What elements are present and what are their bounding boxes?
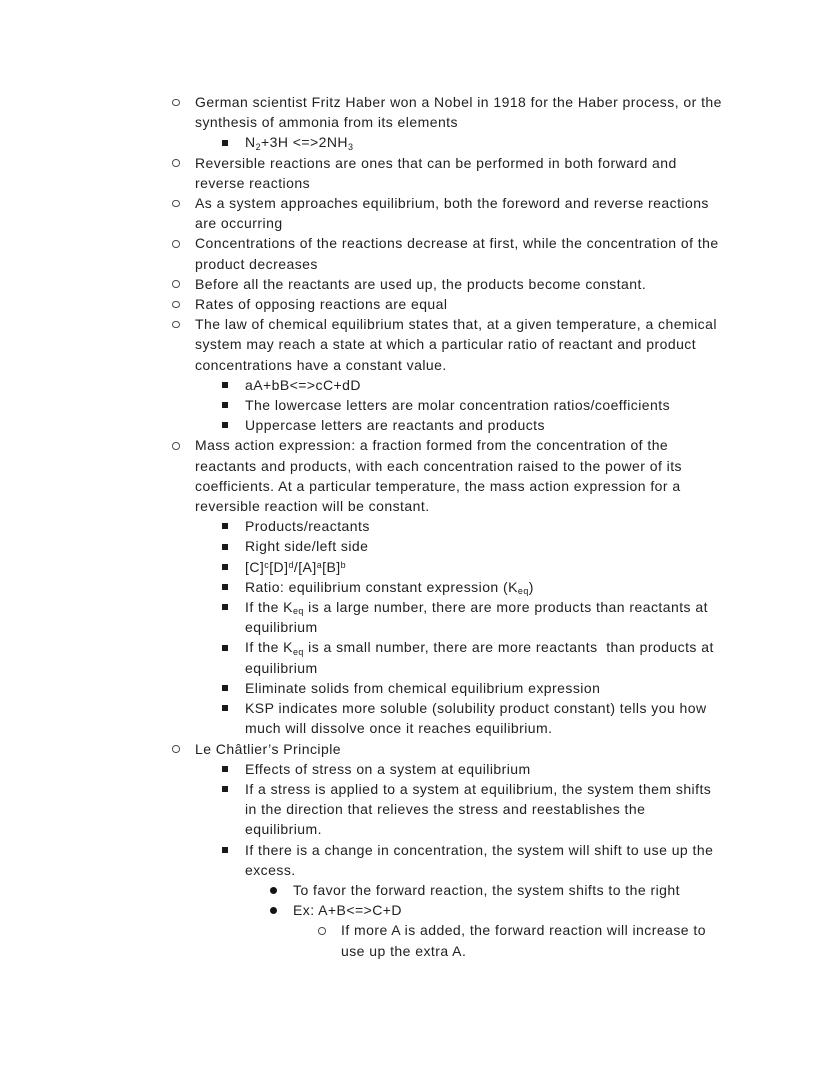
list-item (222, 698, 725, 738)
bullet-column (172, 314, 195, 375)
text-segment-sub: eq (517, 586, 529, 597)
list-item (172, 153, 725, 193)
square-filled-bullet-icon (222, 564, 228, 570)
bullet-column (172, 739, 195, 759)
text-segment: Before all the reactants are used up, the products become constant. (195, 275, 647, 292)
text-segment: The law of chemical equilibrium states that, at a given temperature, a chemical system may reach a state at which a particular ratio of reactant and product concentrations have a constant value. (195, 316, 722, 373)
text-segment: Reversible reactions are ones that can be performed in both forward and reverse reactions (195, 154, 682, 191)
list-item-text (195, 193, 725, 233)
text-segment: ) (528, 578, 534, 595)
square-filled-bullet-icon (222, 847, 228, 853)
bullet-column (222, 698, 245, 738)
text-segment: [D] (269, 558, 289, 575)
list-item (222, 637, 725, 677)
text-segment: The lowercase letters are molar concentration ratios/coefficients (245, 397, 671, 414)
text-segment: Products/reactants (245, 518, 370, 535)
circle-filled-bullet-icon (270, 887, 277, 894)
circle-filled-bullet-icon (270, 907, 277, 914)
bullet-column (222, 415, 245, 435)
text-segment: To favor the forward reaction, the system shifts to the right (293, 881, 680, 898)
bullet-column (172, 435, 195, 516)
list-item (222, 840, 725, 880)
list-item (172, 274, 725, 294)
list-item-text (293, 880, 680, 900)
circle-outline-bullet-icon (172, 301, 180, 309)
square-filled-bullet-icon (222, 402, 228, 408)
text-segment: If the K (245, 599, 293, 616)
list-item-text (341, 920, 725, 960)
text-segment: aA+bB<=>cC+dD (245, 376, 361, 393)
list-item (222, 536, 725, 556)
bullet-column (172, 92, 195, 132)
circle-outline-bullet-icon (172, 745, 180, 753)
list-item (172, 92, 725, 132)
bullet-column (222, 516, 245, 536)
list-item-text (245, 779, 725, 840)
text-segment: [C] (245, 558, 265, 575)
bullet-column (222, 395, 245, 415)
circle-outline-bullet-icon (318, 927, 326, 935)
bullet-column (222, 375, 245, 395)
text-segment: Effects of stress on a system at equilibrium (245, 760, 531, 777)
list-item (222, 132, 725, 152)
square-filled-bullet-icon (222, 584, 228, 590)
list-item (318, 920, 725, 960)
text-segment-sub: 2 (255, 141, 261, 152)
list-item-text (293, 900, 402, 920)
circle-outline-bullet-icon (172, 200, 180, 208)
square-filled-bullet-icon (222, 140, 228, 146)
list-item (222, 597, 725, 637)
text-segment: German scientist Fritz Haber won a Nobel in 1918 for the Haber process, or the synthesis of ammonia from its elements (195, 94, 727, 131)
list-item-text (245, 597, 725, 637)
text-segment-sup: c (264, 559, 270, 570)
list-item-text (195, 153, 725, 193)
bullet-column (222, 637, 245, 677)
text-segment: Rates of opposing reactions are equal (195, 296, 448, 313)
bullet-column (222, 597, 245, 637)
text-segment: Ex: A+B<=>C+D (293, 902, 402, 919)
bullet-column (172, 153, 195, 193)
text-segment: If a stress is applied to a system at equilibrium, the system them shifts in the direction that relieves the stress and reestablishes the equilibrium. (245, 780, 716, 838)
text-segment-sup: a (316, 559, 323, 570)
text-segment: KSP indicates more soluble (solubility product constant) tells you how much will dissolve once it reaches equilibrium. (245, 700, 711, 737)
list-item (172, 233, 725, 273)
circle-outline-bullet-icon (172, 159, 180, 167)
bullet-column (172, 193, 195, 233)
list-item (172, 314, 725, 375)
text-segment: Uppercase letters are reactants and products (245, 417, 545, 434)
bullet-column (172, 294, 195, 314)
square-filled-bullet-icon (222, 766, 228, 772)
text-segment-sup: b (340, 559, 347, 570)
circle-outline-bullet-icon (172, 240, 180, 248)
circle-outline-bullet-icon (172, 280, 180, 288)
circle-outline-bullet-icon (172, 321, 180, 329)
text-segment: is a large number, there are more products than reactants at equilibrium (245, 599, 713, 636)
text-segment: +3H <=>2NH (261, 134, 348, 151)
list-item-text (245, 415, 545, 435)
square-filled-bullet-icon (222, 685, 228, 691)
bullet-column (172, 233, 195, 273)
list-item-text (245, 577, 534, 597)
list-item-text (245, 840, 725, 880)
square-filled-bullet-icon (222, 786, 228, 792)
text-segment: N (245, 134, 256, 151)
bullet-column (270, 880, 293, 900)
text-segment: Mass action expression: a fraction formed from the concentration of the reactants and products, with each concentration raised to the power of its coefficients. At a particular temperature, the mass action expression for a reversible reaction will be constant. (195, 437, 687, 515)
list-item-text (245, 759, 531, 779)
circle-outline-bullet-icon (172, 99, 180, 107)
circle-outline-bullet-icon (172, 442, 180, 450)
bullet-column (318, 920, 341, 960)
text-segment: Right side/left side (245, 538, 369, 555)
list-item (222, 516, 725, 536)
list-item (172, 193, 725, 233)
bullet-column (222, 840, 245, 880)
bullet-column (222, 536, 245, 556)
list-item (172, 294, 725, 314)
square-filled-bullet-icon (222, 604, 228, 610)
list-item-text (195, 92, 725, 132)
list-item-text (245, 637, 725, 677)
list-item-text (195, 274, 646, 294)
square-filled-bullet-icon (222, 544, 228, 550)
list-item-text (245, 395, 670, 415)
bullet-column (222, 779, 245, 840)
notes-list (172, 92, 725, 961)
square-filled-bullet-icon (222, 705, 228, 711)
square-filled-bullet-icon (222, 382, 228, 388)
list-item-text (245, 375, 361, 395)
list-item (270, 900, 725, 920)
list-item (222, 557, 725, 577)
list-item (222, 395, 725, 415)
text-segment: If the K (245, 639, 293, 656)
list-item-text (245, 557, 346, 577)
text-segment-sub: eq (292, 606, 304, 617)
bullet-column (172, 274, 195, 294)
list-item (172, 739, 725, 759)
list-item-text (195, 314, 725, 375)
square-filled-bullet-icon (222, 422, 228, 428)
list-item (222, 759, 725, 779)
bullet-column (270, 900, 293, 920)
text-segment: Eliminate solids from chemical equilibrium expression (245, 679, 601, 696)
bullet-column (222, 132, 245, 152)
text-segment: [B] (322, 558, 341, 575)
text-segment-sup: d (288, 559, 294, 570)
list-item-text (195, 233, 725, 273)
list-item-text (195, 739, 341, 759)
list-item (222, 375, 725, 395)
bullet-column (222, 577, 245, 597)
text-segment: Concentrations of the reactions decrease at first, while the concentration of the product decreases (195, 235, 723, 272)
text-segment: is a small number, there are more reactants than products at equilibrium (245, 639, 719, 676)
bullet-column (222, 678, 245, 698)
list-item-text (195, 294, 447, 314)
bullet-column (222, 759, 245, 779)
list-item-text (245, 536, 368, 556)
text-segment-sub: eq (292, 646, 304, 657)
list-item (222, 678, 725, 698)
bullet-column (222, 557, 245, 577)
square-filled-bullet-icon (222, 645, 228, 651)
square-filled-bullet-icon (222, 523, 228, 529)
list-item-text (245, 516, 370, 536)
text-segment-sub: 3 (348, 141, 354, 152)
text-segment: If more A is added, the forward reaction will increase to use up the extra A. (341, 922, 711, 959)
list-item (270, 880, 725, 900)
list-item-text (245, 132, 353, 152)
list-item (222, 415, 725, 435)
text-segment: Le Châtlier’s Principle (195, 740, 342, 757)
list-item-text (245, 678, 600, 698)
list-item (222, 779, 725, 840)
list-item-text (245, 698, 725, 738)
list-item (222, 577, 725, 597)
text-segment: Ratio: equilibrium constant expression (K (245, 578, 518, 595)
text-segment: /[A] (293, 558, 317, 575)
list-item-text (195, 435, 725, 516)
list-item (172, 435, 725, 516)
text-segment: If there is a change in concentration, the system will shift to use up the excess. (245, 841, 718, 878)
text-segment: As a system approaches equilibrium, both the foreword and reverse reactions are occurring (195, 195, 714, 232)
